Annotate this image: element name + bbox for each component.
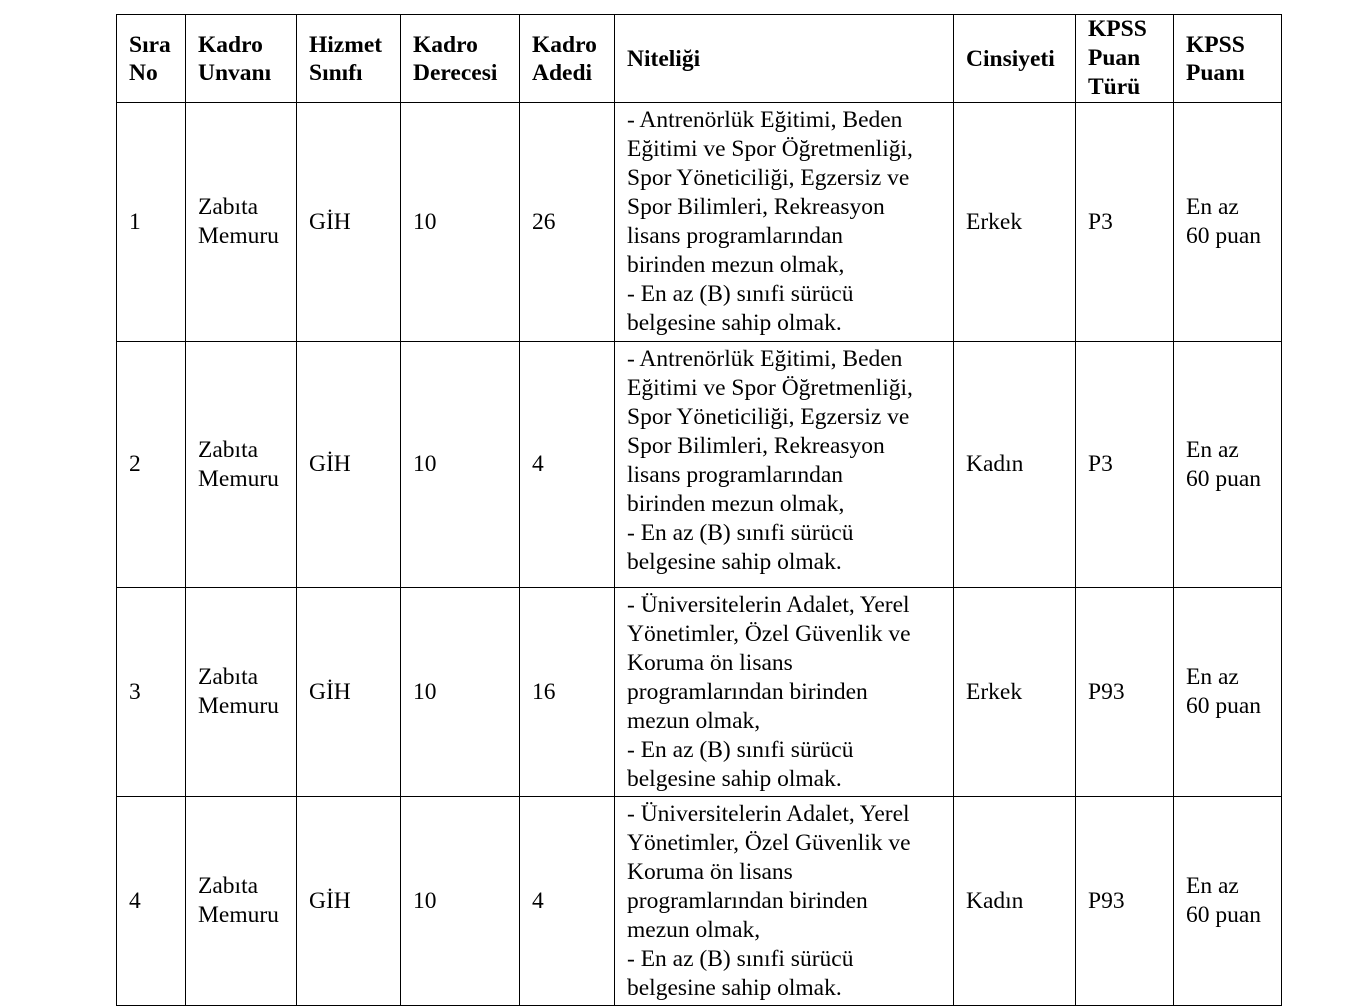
cell-sira-no: 3 — [117, 588, 186, 797]
cell-hizmet-sinifi: GİH — [297, 797, 401, 1006]
table-row — [117, 103, 1282, 342]
header-kpss-puani: KPSS Puanı — [1174, 15, 1282, 103]
header-row — [117, 15, 1282, 103]
cell-kpss-puani: En az 60 puan — [1174, 588, 1282, 797]
header-kadro-adedi: Kadro Adedi — [520, 15, 615, 103]
cell-kpss-puan-turu: P93 — [1076, 797, 1174, 1006]
table-row — [117, 588, 1282, 797]
cell-kadro-derecesi: 10 — [401, 342, 520, 588]
header-kpss-puan-turu: KPSS Puan Türü — [1076, 15, 1174, 103]
cell-kadro-unvani: Zabıta Memuru — [186, 103, 297, 342]
cell-hizmet-sinifi: GİH — [297, 342, 401, 588]
cell-cinsiyeti: Kadın — [954, 342, 1076, 588]
header-sira-no: Sıra No — [117, 15, 186, 103]
cell-sira-no: 2 — [117, 342, 186, 588]
cell-kpss-puan-turu: P3 — [1076, 103, 1174, 342]
cell-kadro-unvani: Zabıta Memuru — [186, 797, 297, 1006]
header-cinsiyeti: Cinsiyeti — [954, 15, 1076, 103]
cell-kpss-puan-turu: P93 — [1076, 588, 1174, 797]
cell-kadro-derecesi: 10 — [401, 103, 520, 342]
cell-kadro-derecesi: 10 — [401, 588, 520, 797]
cell-sira-no: 4 — [117, 797, 186, 1006]
cell-niteligi: - Antrenörlük Eğitimi, Beden Eğitimi ve Spor Öğretmenliği, Spor Yöneticiliği, Egzersiz ve Spor Bilimleri, Rekreasyon lisans programlarından birinden mezun olmak, - En az (B) sınıfi sürücü belgesine sahip olmak. — [615, 103, 954, 342]
cell-niteligi: - Üniversitelerin Adalet, Yerel Yönetimler, Özel Güvenlik ve Koruma ön lisans programlarından birinden mezun olmak, - En az (B) sınıfi sürücü belgesine sahip olmak. — [615, 588, 954, 797]
cell-kpss-puani: En az 60 puan — [1174, 797, 1282, 1006]
cell-kadro-adedi: 16 — [520, 588, 615, 797]
cell-kadro-unvani: Zabıta Memuru — [186, 342, 297, 588]
cell-kpss-puani: En az 60 puan — [1174, 103, 1282, 342]
cell-kpss-puan-turu: P3 — [1076, 342, 1174, 588]
cell-niteligi: - Antrenörlük Eğitimi, Beden Eğitimi ve Spor Öğretmenliği, Spor Yöneticiliği, Egzersiz ve Spor Bilimleri, Rekreasyon lisans programlarından birinden mezun olmak, - En az (B) sınıfi sürücü belgesine sahip olmak. — [615, 342, 954, 588]
header-kadro-derecesi: Kadro Derecesi — [401, 15, 520, 103]
cell-cinsiyeti: Kadın — [954, 797, 1076, 1006]
cell-kadro-derecesi: 10 — [401, 797, 520, 1006]
cell-hizmet-sinifi: GİH — [297, 588, 401, 797]
cell-cinsiyeti: Erkek — [954, 588, 1076, 797]
cell-hizmet-sinifi: GİH — [297, 103, 401, 342]
table-row — [117, 797, 1282, 1006]
cell-kpss-puani: En az 60 puan — [1174, 342, 1282, 588]
kadro-table — [116, 14, 1282, 1006]
header-hizmet-sinifi: Hizmet Sınıfı — [297, 15, 401, 103]
table-row — [117, 342, 1282, 588]
header-niteligi: Niteliği — [615, 15, 954, 103]
cell-niteligi: - Üniversitelerin Adalet, Yerel Yönetimler, Özel Güvenlik ve Koruma ön lisans programlarından birinden mezun olmak, - En az (B) sınıfi sürücü belgesine sahip olmak. — [615, 797, 954, 1006]
cell-cinsiyeti: Erkek — [954, 103, 1076, 342]
cell-kadro-adedi: 4 — [520, 797, 615, 1006]
cell-kadro-adedi: 4 — [520, 342, 615, 588]
cell-sira-no: 1 — [117, 103, 186, 342]
cell-kadro-adedi: 26 — [520, 103, 615, 342]
cell-kadro-unvani: Zabıta Memuru — [186, 588, 297, 797]
header-kadro-unvani: Kadro Unvanı — [186, 15, 297, 103]
